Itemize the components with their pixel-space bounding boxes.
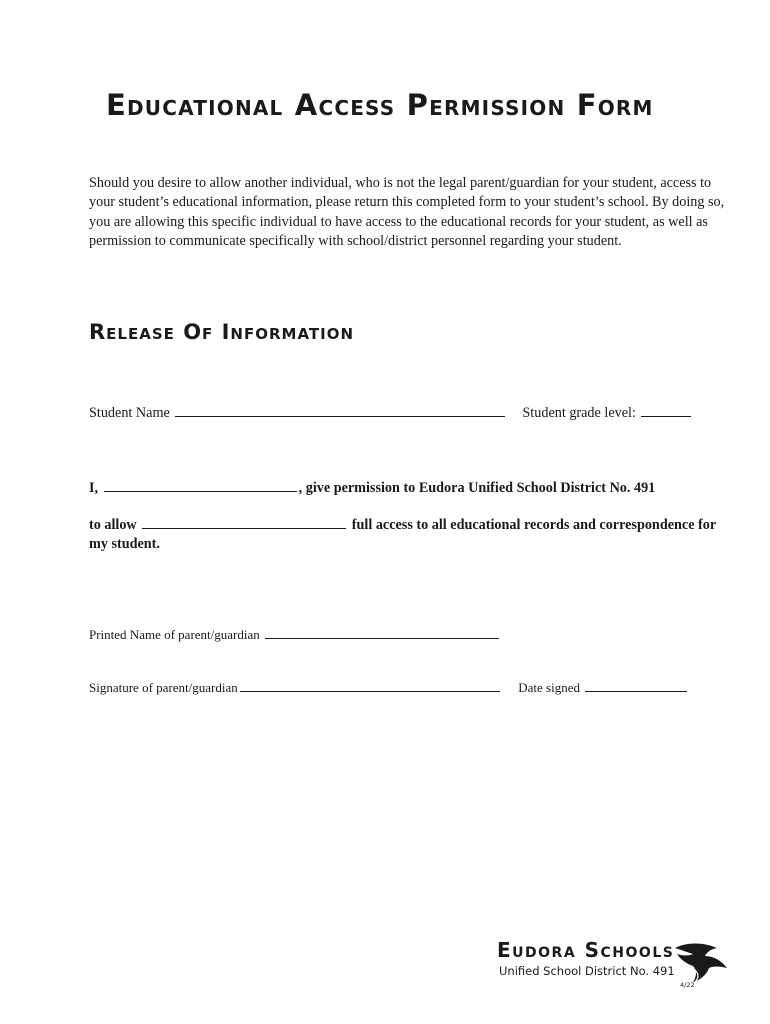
intro-paragraph: Should you desire to allow another individual, who is not the legal parent/guardian for your student, access to your student’s educational information, please return this completed form to your student’s school. By doing so, you are allowing this specific individual to have access to the educational records for your student, as well as permission to communicate specifically with school/district personnel regarding your student. [89,175,725,249]
logo-name: Eudora Schools [497,938,675,962]
signature-label: Signature of parent/guardian [89,680,238,695]
printed-name-label: Printed Name of parent/guardian [89,627,260,642]
eudora-schools-logo [497,938,733,988]
grade-level-field[interactable] [641,402,691,417]
revision-date: 4/22 [680,981,695,989]
cardinal-mascot-icon [673,940,729,984]
permission-suffix: , give permission to Eudora Unified School District No. 491 [298,480,656,496]
grade-level-label: Student grade level: [522,405,636,421]
student-row [89,402,693,422]
section-heading-release: Release Of Information [89,320,355,344]
permission-prefix: I, [89,480,99,496]
designee-name-field[interactable] [142,514,346,529]
signature-row [89,677,689,696]
date-signed-label: Date signed [518,680,580,695]
date-signed-field[interactable] [585,677,687,692]
printed-name-row [89,624,501,643]
student-name-field[interactable] [175,402,505,417]
printed-name-field[interactable] [265,624,499,639]
parent-name-field[interactable] [104,477,297,492]
logo-subtitle: Unified School District No. 491 [499,964,675,978]
student-name-label: Student Name [89,405,170,421]
signature-field[interactable] [240,677,500,692]
page-title: Educational Access Permission Form [106,88,654,122]
allow-suffix: full access to all educational records and correspondence for my student. [89,517,716,552]
allow-prefix: to allow [89,517,137,533]
permission-row [89,477,655,497]
allow-row [89,514,729,554]
